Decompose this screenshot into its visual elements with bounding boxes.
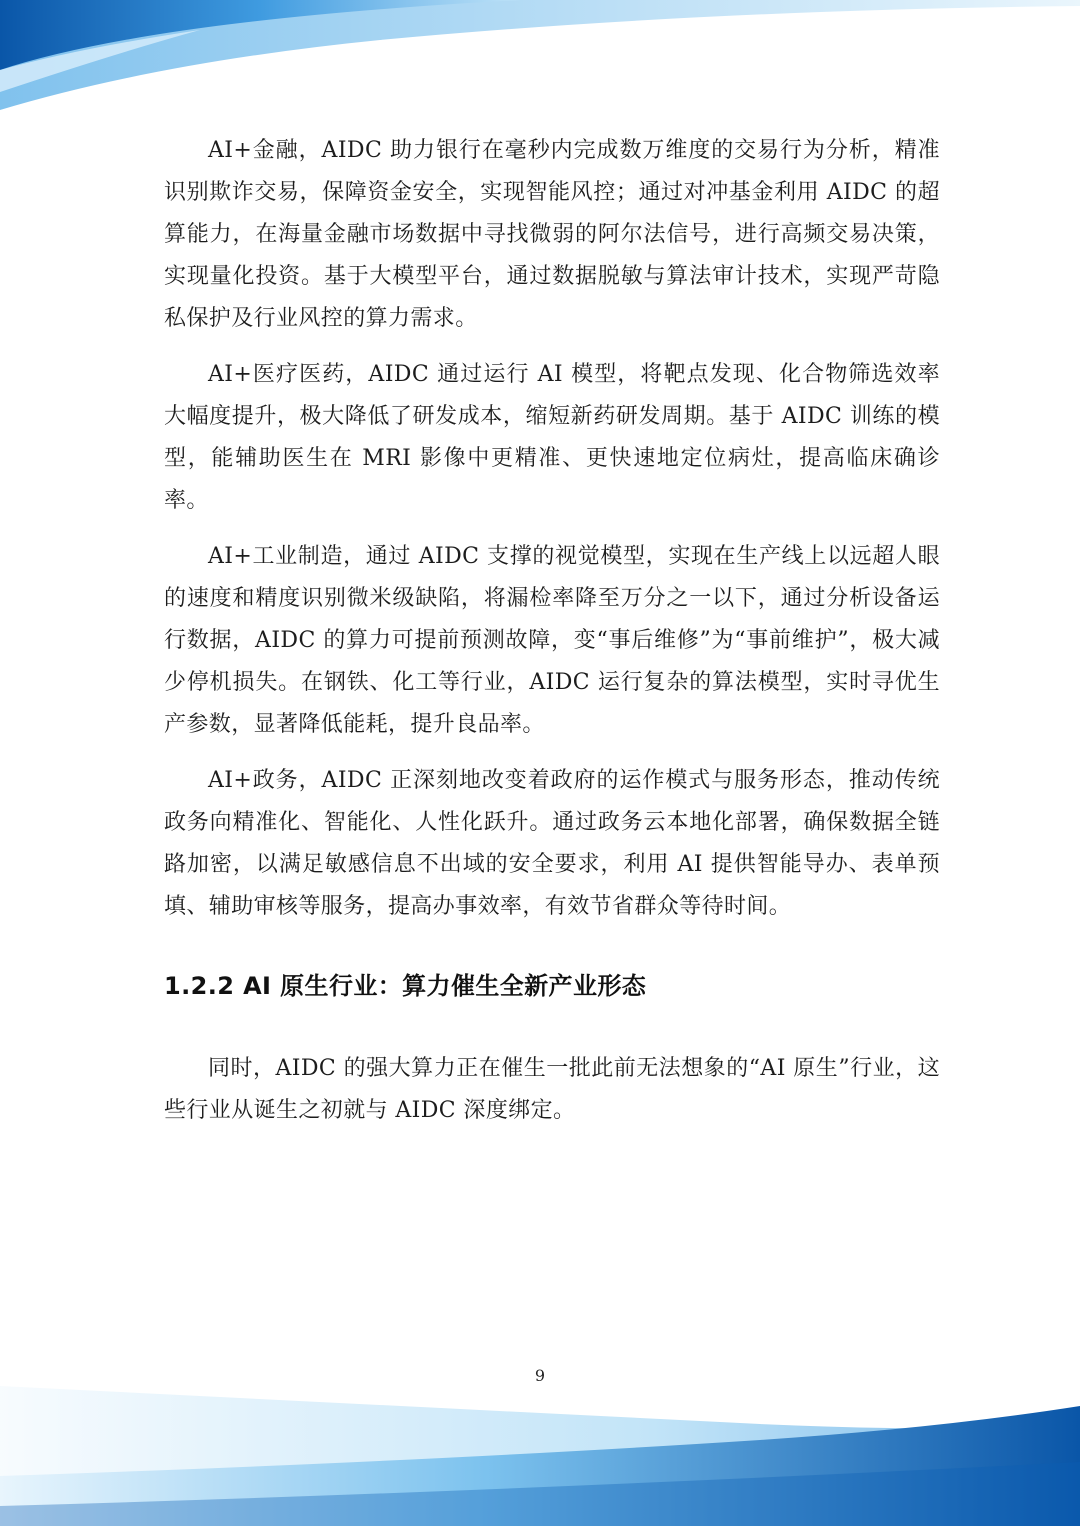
paragraph-ai-government: AI+政务，AIDC 正深刻地改变着政府的运作模式与服务形态，推动传统政务向精准化、智能化、人性化跃升。通过政务云本地化部署，确保数据全链路加密，以满足敏感信息不出域的安全要求，利用 AI 提供智能导办、表单预填、辅助审核等服务，提高办事效率，有效节省群众等待时间。 bbox=[164, 768, 940, 919]
page-number: 9 bbox=[534, 1366, 546, 1385]
paragraph-ai-manufacturing: AI+工业制造，通过 AIDC 支撑的视觉模型，实现在生产线上以远超人眼的速度和精度识别微米级缺陷，将漏检率降至万分之一以下，通过分析设备运行数据，AIDC 的算力可提前预测故障，变“事后维修”为“事前维护”，极大减少停机损失。在钢铁、化工等行业，AIDC 运行复杂的算法模型，实时寻优生产参数，显著降低能耗，提升良品率。 bbox=[164, 544, 940, 737]
paragraph-ai-finance: AI+金融，AIDC 助力银行在毫秒内完成数万维度的交易行为分析，精准识别欺诈交易，保障资金安全，实现智能风控；通过对冲基金利用 AIDC 的超算能力，在海量金融市场数据中寻找微弱的阿尔法信号，进行高频交易决策，实现量化投资。基于大模型平台，通过数据脱敏与算法审计技术，实现严苛隐私保护及行业风控的算力需求。 bbox=[164, 138, 940, 331]
paragraph-ai-native: 同时，AIDC 的强大算力正在催生一批此前无法想象的“AI 原生”行业，这些行业从诞生之初就与 AIDC 深度绑定。 bbox=[164, 1056, 940, 1123]
paragraph-ai-healthcare: AI+医疗医药，AIDC 通过运行 AI 模型，将靶点发现、化合物筛选效率大幅度提升，极大降低了研发成本，缩短新药研发周期。基于 AIDC 训练的模型，能辅助医生在 MRI 影像中更精准、更快速地定位病灶，提高临床确诊率。 bbox=[164, 362, 940, 513]
footer-wave-decoration bbox=[0, 1366, 1080, 1526]
section-heading: 1.2.2 AI 原生行业：算力催生全新产业形态 bbox=[164, 972, 647, 1000]
header-wave-decoration bbox=[0, 0, 1080, 140]
article-body bbox=[164, 130, 940, 1146]
